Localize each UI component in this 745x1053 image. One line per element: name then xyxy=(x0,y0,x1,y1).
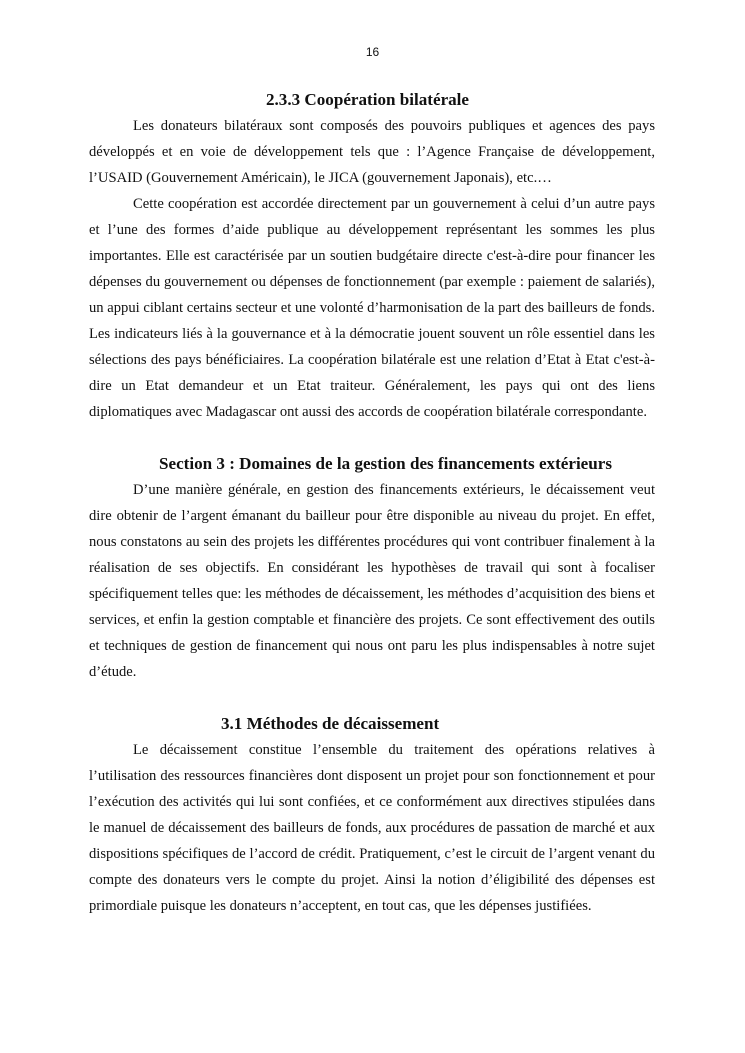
heading-section-3: Section 3 : Domaines de la gestion des financements extérieurs xyxy=(159,454,612,473)
heading-3-1: 3.1 Méthodes de décaissement xyxy=(221,714,440,733)
spacer xyxy=(89,425,655,451)
page-number: 16 xyxy=(365,45,380,59)
spacer xyxy=(89,685,655,711)
paragraph-donateurs-bilateraux: Les donateurs bilatéraux sont composés des pouvoirs publiques et agences des pays développés et en voie de développement tels que : l’Agence Française de développement, l’USAID (Gouvernement Américain), le JICA (gouvernement Japonais), etc.… xyxy=(89,118,655,186)
paragraph-cooperation-accordee: Cette coopération est accordée directement par un gouvernement à celui d’un autre pays et l’une des formes d’aide publique au développement représentant les sommes les plus importantes. Elle est caractérisée par un soutien budgétaire directe c'est-à-dire pour financer les dépenses du gouvernement ou dépenses de fonctionnement (par exemple : paiement de salariés), un appui ciblant certains secteur et une volonté d’harmonisation de la part des bailleurs de fonds. Les indicateurs liés à la gouvernance et à la démocratie jouent souvent un rôle essentiel dans les sélections des pays bénéficiaires. La coopération bilatérale est une relation d’Etat à Etat c'est-à-dire un Etat demandeur et un Etat traiteur. Généralement, les pays qui ont des liens diplomatiques avec Madagascar ont aussi des accords de coopération bilatérale correspondante. xyxy=(89,196,655,420)
heading-2-3-3: 2.3.3 Coopération bilatérale xyxy=(266,90,470,109)
document-body xyxy=(89,87,655,919)
paragraph-decaissement: Le décaissement constitue l’ensemble du traitement des opérations relatives à l’utilisation des ressources financières dont disposent un projet pour son fonctionnement et pour l’exécution des activités qui lui sont confiées, et ce conformément aux directives stipulées dans le manuel de décaissement des bailleurs de fonds, aux procédures de passation de marché et aux dispositions spécifiques de l’accord de crédit. Pratiquement, c’est le circuit de l’argent venant du compte des donateurs vers le compte du projet. Ainsi la notion d’éligibilité des dépenses est primordiale puisque les donateurs n’acceptent, en tout cas, que les dépenses justifiées. xyxy=(89,742,655,914)
paragraph-gestion-financements: D’une manière générale, en gestion des financements extérieurs, le décaissement veut dire obtenir de l’argent émanant du bailleur pour être disponible au niveau du projet. En effet, nous constatons au sein des projets les différentes procédures qui vont contribuer finalement à la réalisation de ses objectifs. En considérant les hypothèses de travail qui sont à focaliser spécifiquement telles que: les méthodes de décaissement, les méthodes d’acquisition des biens et services, et enfin la gestion comptable et financière des projets. Ce sont effectivement des outils et techniques de gestion de financement qui nous ont paru les plus indispensables à notre sujet d’étude. xyxy=(89,482,655,680)
